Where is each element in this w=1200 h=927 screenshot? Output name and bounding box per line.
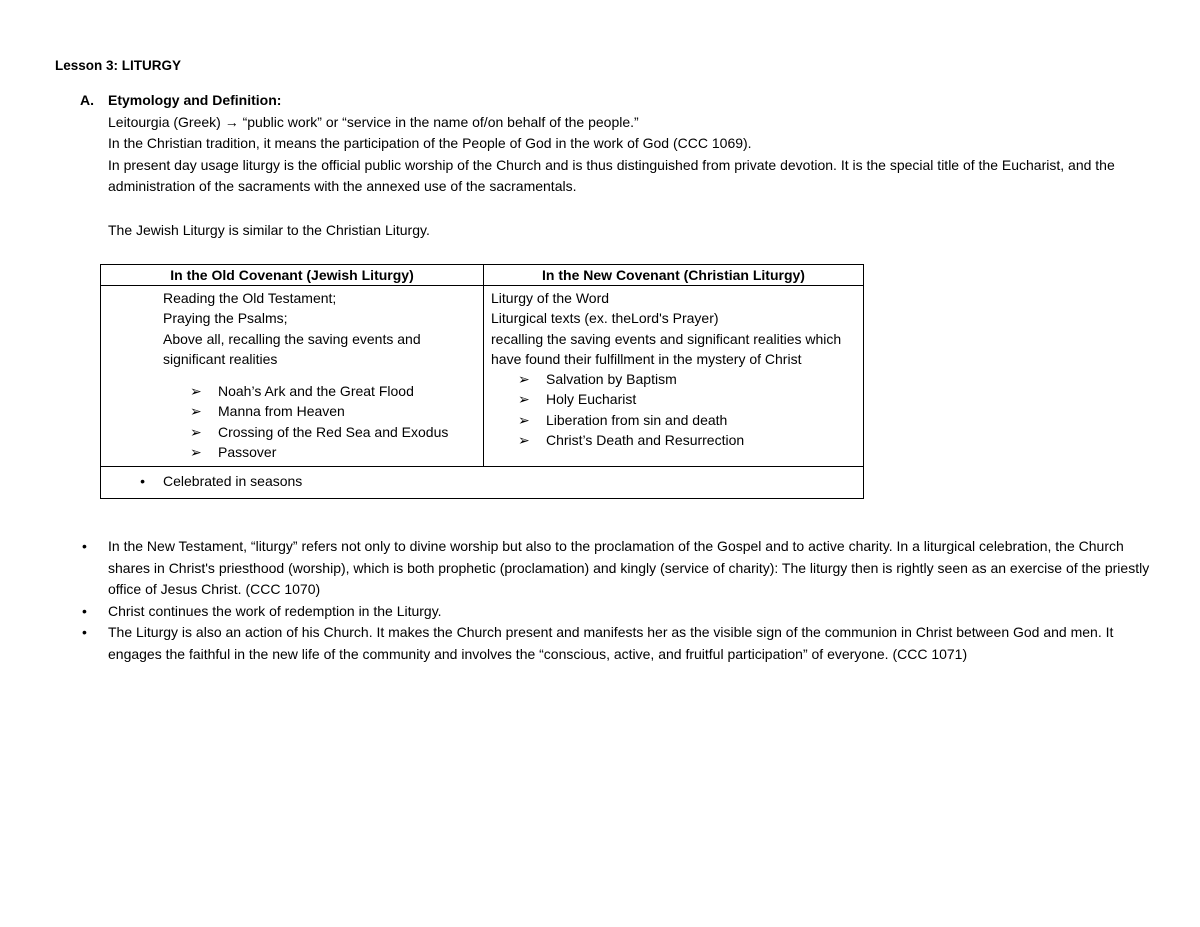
new-covenant-cell — [484, 286, 864, 467]
arrow-bullet-icon: ➢ — [190, 403, 202, 420]
list-item — [491, 389, 855, 409]
list-item-text: Christ’s Death and Resurrection — [546, 432, 745, 449]
definition-line: In the Christian tradition, it means the participation of the People of God in the work of God (CCC 1069). — [108, 135, 752, 151]
list-item — [163, 442, 475, 462]
list-item-text: Holy Eucharist — [546, 391, 637, 408]
note-text: The Liturgy is also an action of his Church. It makes the Church present and manifests her as the visible sign of the communion in Christ between God and men. It engages the faithful in the new life of the community and involves the “conscious, active, and fruitful participation” of everyone. (CCC 1071) — [108, 624, 1114, 662]
section-heading — [80, 90, 1140, 112]
note-text: In the New Testament, “liturgy” refers not only to divine worship but also to the proclamation of the Gospel and to active charity. In a liturgical celebration, the Church shares in Christ's priesthood (worship), which is both prophetic (proclamation) and kingly (service of charity): The liturgy then is rightly seen as an exercise of the priestly office of Jesus Christ. (CCC 1070) — [108, 538, 1150, 597]
arrow-bullet-icon: ➢ — [518, 371, 530, 388]
bullet-icon-wrap — [101, 470, 163, 492]
definition-line: In present day usage liturgy is the official public worship of the Church and is thus distinguished from private devotion. It is the special title of the Eucharist, and the administration of the sacraments with the annexed use of the sacramentals. — [108, 156, 1115, 194]
new-events-list — [491, 369, 855, 450]
table-bottom-row — [101, 467, 864, 499]
list-item — [80, 601, 1150, 623]
note-text: Christ continues the work of redemption in the Liturgy. — [108, 602, 442, 619]
arrow-bullet-icon: ➢ — [518, 411, 530, 428]
table-header-row — [101, 265, 864, 286]
lesson-title: Lesson 3: LITURGY — [55, 58, 182, 73]
bullet-icon: • — [140, 473, 145, 490]
old-events-list — [163, 381, 475, 462]
section-heading-text: Etymology and Definition: — [108, 92, 282, 108]
new-line: recalling the saving events and significant realities which have found their fulfillment in the mystery of Christ — [491, 330, 842, 367]
list-item — [163, 401, 475, 421]
covenant-table — [100, 264, 864, 499]
bullet-icon: • — [82, 624, 87, 640]
old-line: Above all, recalling the saving events and significant realities — [163, 330, 421, 367]
new-line: Liturgy of the Word — [491, 290, 610, 306]
list-item-text: Manna from Heaven — [218, 403, 345, 420]
seasons-cell — [101, 467, 864, 499]
header-old-covenant: In the Old Covenant (Jewish Liturgy) — [101, 265, 484, 286]
list-item — [80, 622, 1150, 665]
list-item-text: Passover — [218, 444, 277, 461]
arrow-bullet-icon: ➢ — [190, 383, 202, 400]
list-item — [491, 410, 855, 430]
section-body — [80, 112, 1140, 242]
bullet-icon: • — [82, 602, 87, 619]
list-item — [491, 430, 855, 450]
list-item-text: Noah’s Ark and the Great Flood — [218, 383, 414, 400]
old-covenant-cell — [101, 286, 484, 467]
seasons-text: Celebrated in seasons — [163, 473, 303, 490]
list-item-text: Crossing of the Red Sea and Exodus — [218, 423, 449, 440]
old-line: Praying the Psalms; — [163, 310, 288, 327]
arrow-bullet-icon: ➢ — [190, 423, 202, 440]
list-item — [80, 536, 1150, 601]
arrow-bullet-icon: ➢ — [190, 444, 202, 461]
bullet-icon: • — [82, 538, 87, 554]
list-item-text: Salvation by Baptism — [546, 371, 677, 388]
list-item — [163, 422, 475, 442]
header-new-covenant: In the New Covenant (Christian Liturgy) — [484, 265, 864, 286]
arrow-bullet-icon: ➢ — [518, 432, 530, 449]
section-marker: A. — [80, 92, 94, 108]
jewish-liturgy-note: The Jewish Liturgy is similar to the Christian Liturgy. — [108, 221, 430, 238]
list-item — [163, 381, 475, 401]
section-etymology — [80, 90, 1140, 241]
notes-list — [80, 536, 1150, 665]
definition-line: Leitourgia (Greek) → “public work” or “service in the name of/on behalf of the people.” — [108, 113, 639, 130]
new-line: Liturgical texts (ex. theLord's Prayer) — [491, 310, 719, 327]
list-item-text: Liberation from sin and death — [546, 411, 728, 428]
arrow-bullet-icon: ➢ — [518, 391, 530, 408]
old-line: Reading the Old Testament; — [163, 290, 337, 306]
table-row — [101, 286, 864, 467]
list-item — [491, 369, 855, 389]
